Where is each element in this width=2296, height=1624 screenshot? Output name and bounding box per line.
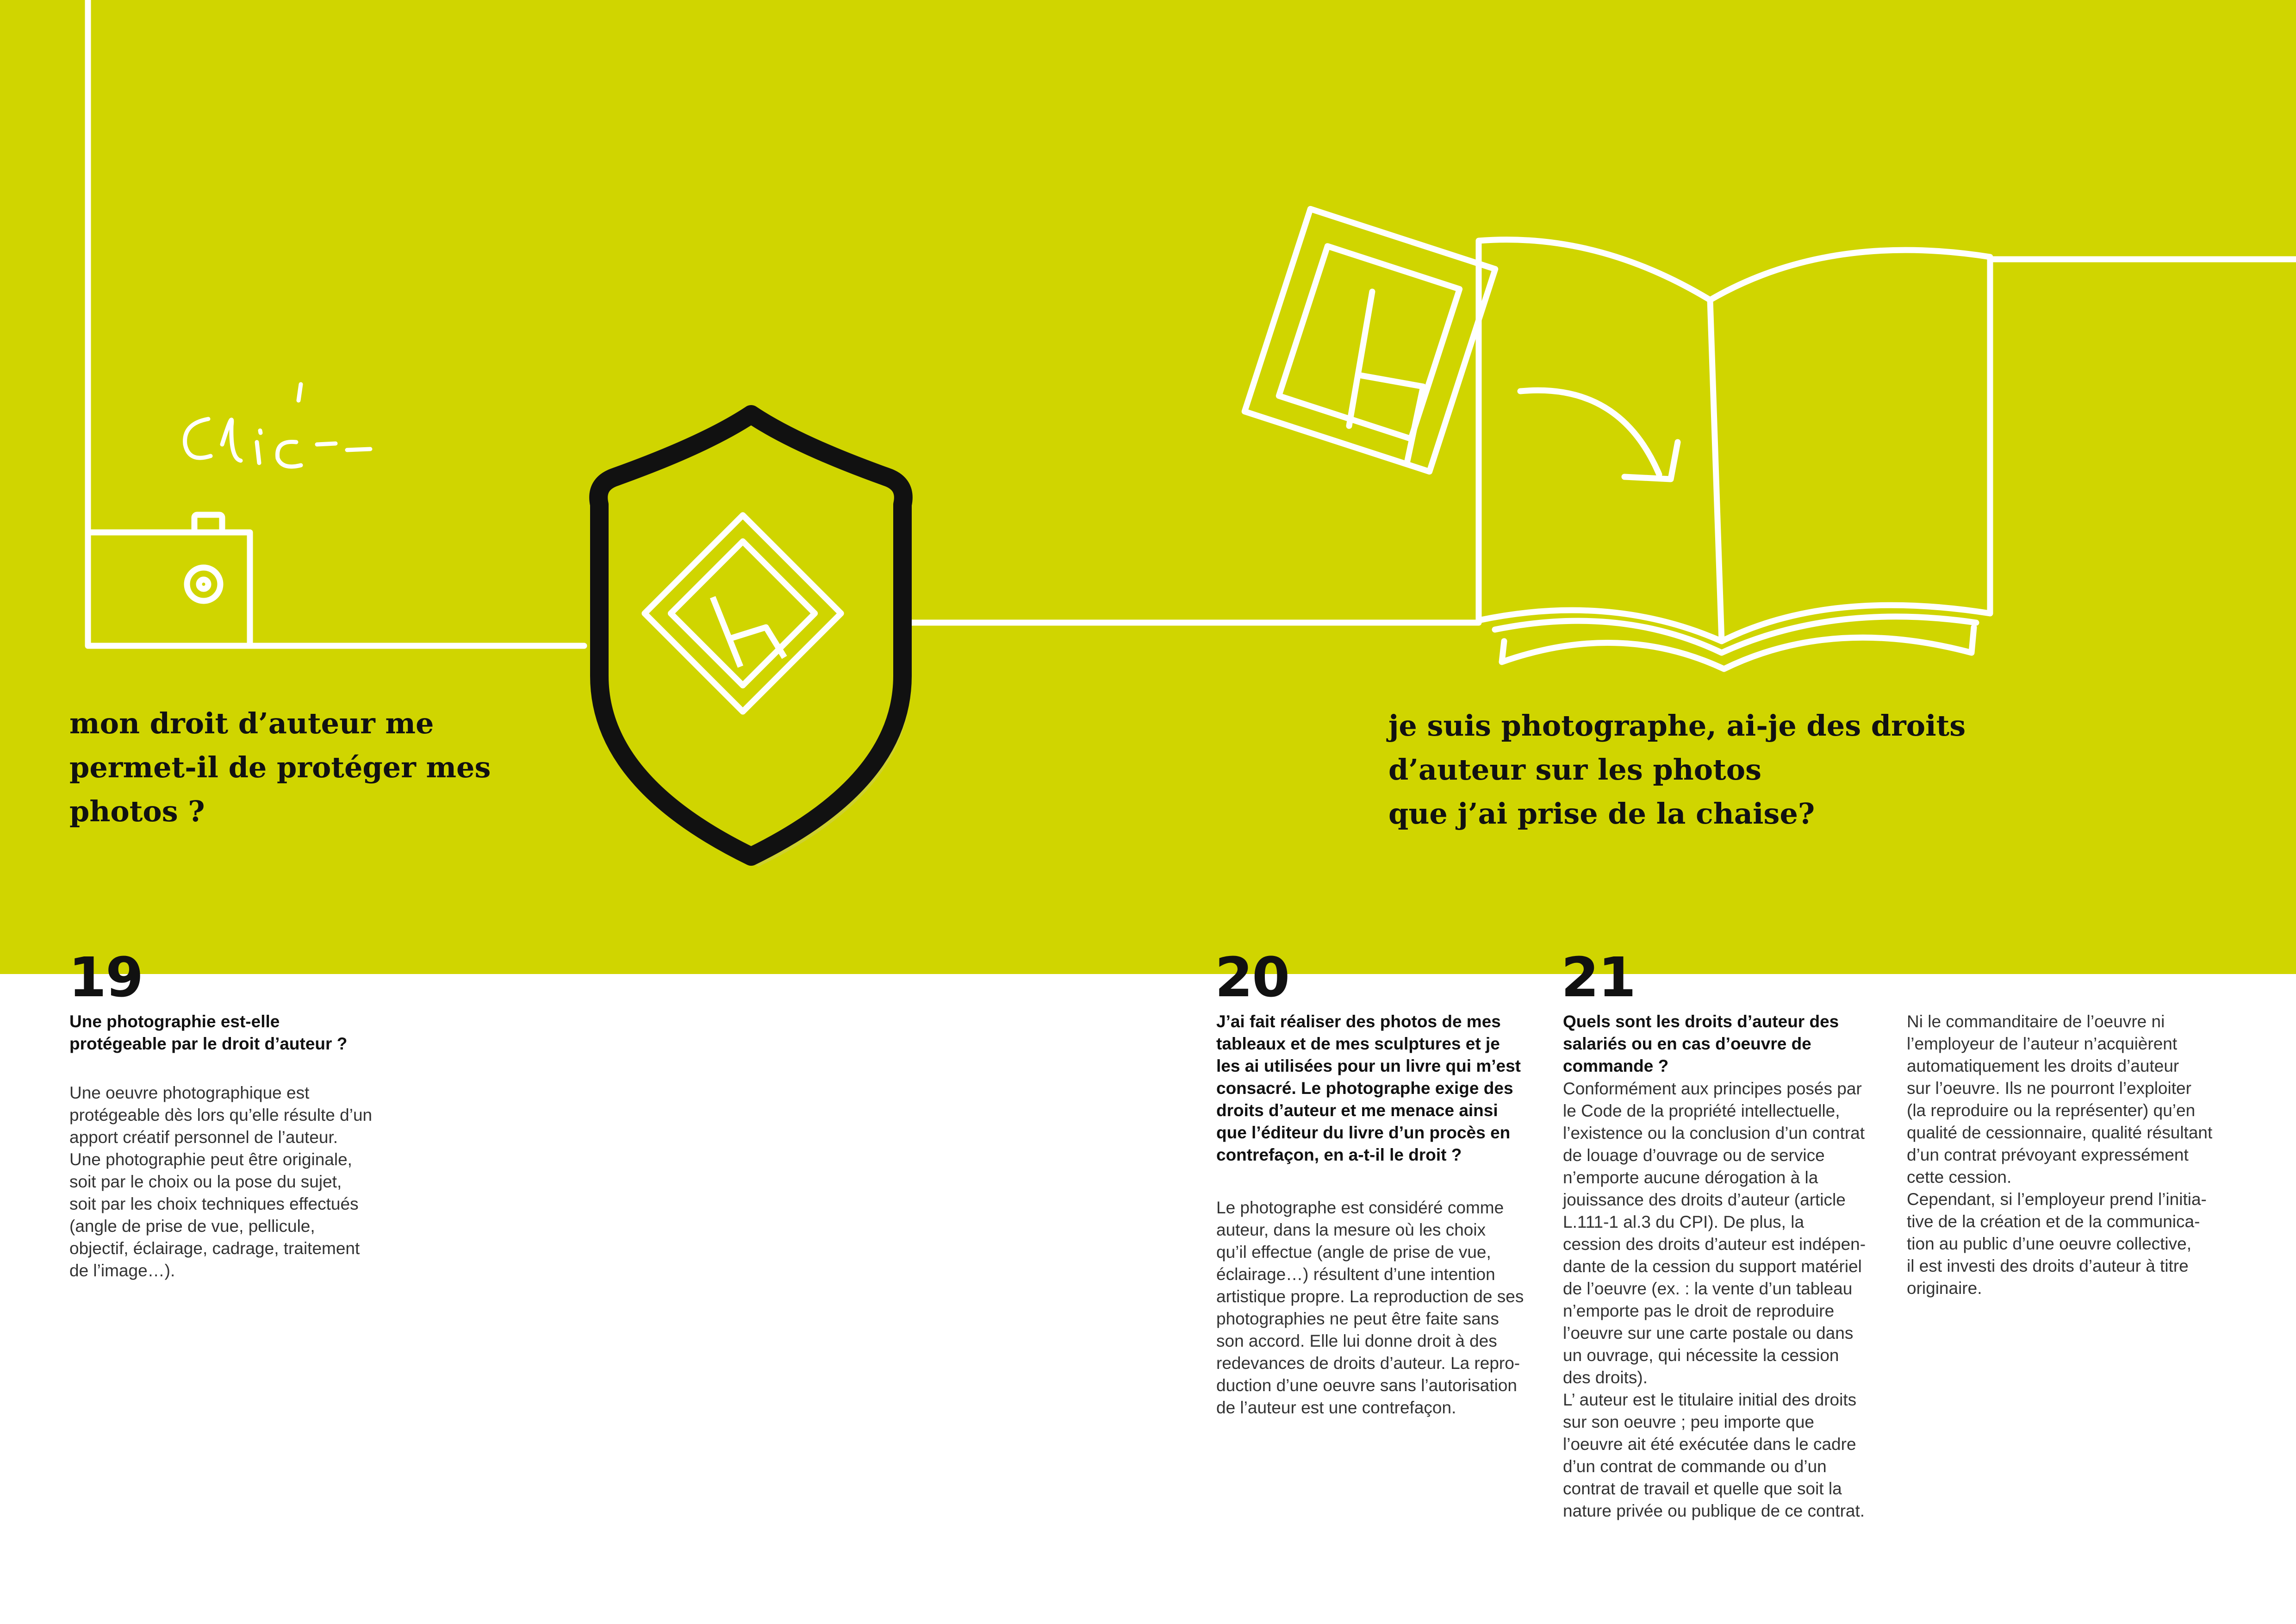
section-number-20: 20	[1215, 945, 1289, 1009]
hero-question-left: mon droit d’auteur me permet-il de protéger mes photos ?	[69, 706, 491, 828]
section-answer-19: Une oeuvre photographique est protégeable dès lors qu’elle résulte d’un apport créatif personnel de l’auteur. Une photographie peut être originale, soit par le choix ou la pose du sujet, soit par les choix techniques effectués (angle de prise de vue, pellicule, objectif, éclairage, cadrage, traitement de l’image…).	[69, 1083, 373, 1280]
section-answer-21-continued: Ni le commanditaire de l’oeuvre ni l’employeur de l’auteur n’acquièrent automatiquement les droits d’auteur sur l’oeuvre. Ils ne pourront l’exploiter (la reproduire ou la représenter) qu’en qualité de cessionnaire, qualité résultant d’un contrat prévoyant expressément cette cession. Cependant, si l’employeur prend l’initia- tive de la création et de la communica- tion au public d’une oeuvre collective, il est investi des droits d’auteur à titre originaire.	[1907, 1012, 2213, 1298]
photo-frame-icon	[1244, 209, 1495, 471]
section-question-21: Quels sont les droits d’auteur des salariés ou en cas d’oeuvre de commande ?	[1563, 1012, 1839, 1075]
section-number-21: 21	[1561, 945, 1636, 1009]
camera-icon	[88, 515, 250, 646]
section-answer-21: Conformément aux principes posés par le Code de la propriété intellectuelle, l’existence ou la conclusion d’un contrat de louage d’ouvrage ou de service n’emporte aucune dérogation à la jouissance des droits d’auteur (article L.111-1 al.3 du CPI). De plus, la cession des droits d’auteur est indépen- dante de la cession du support matériel de l’oeuvre (ex. : la vente d’un tableau n’emporte pas le droit de reproduire l’oeuvre sur une carte postale ou dans un ouvrage, qui nécessite la cession des droits). L’ auteur est le titulaire initial des droits sur son oeuvre ; peu importe que l’oeuvre ait été exécutée dans le cadre d’un contrat de commande ou d’un contrat de travail et quelle que soit la nature privée ou publique de ce contrat.	[1563, 1079, 1866, 1520]
shield-icon	[598, 414, 911, 867]
arrow-icon	[1520, 390, 1678, 479]
handwriting-clic	[185, 384, 370, 467]
frame-line	[88, 0, 584, 646]
section-answer-20: Le photographe est considéré comme auteur, dans la mesure où les choix qu’il effectue (angle de prise de vue, éclairage…) résultent d’une intention artistique propre. La reproduction de ses photographies ne peut être faite sans son accord. Elle lui donne droit à des redevances de droits d’auteur. La repro- duction d’une oeuvre sans l’autorisation de l’auteur est une contrefaçon.	[1216, 1198, 1524, 1417]
hero-question-right: je suis photographe, ai-je des droits d’auteur sur les photos que j’ai prise de la chaise?	[1388, 709, 1966, 831]
section-question-19: Une photographie est-elle protégeable par le droit d’auteur ?	[69, 1012, 348, 1053]
section-question-20: J’ai fait réaliser des photos de mes tableaux et de mes sculptures et je les ai utilisées pour un livre qui m’est consacré. Le photographe exige des droits d’auteur et me menace ainsi que l’éditeur du livre d’un procès en contrefaçon, en a-t-il le droit ?	[1216, 1012, 1521, 1164]
open-book-icon	[1479, 240, 1990, 669]
section-number-19: 19	[68, 945, 143, 1009]
